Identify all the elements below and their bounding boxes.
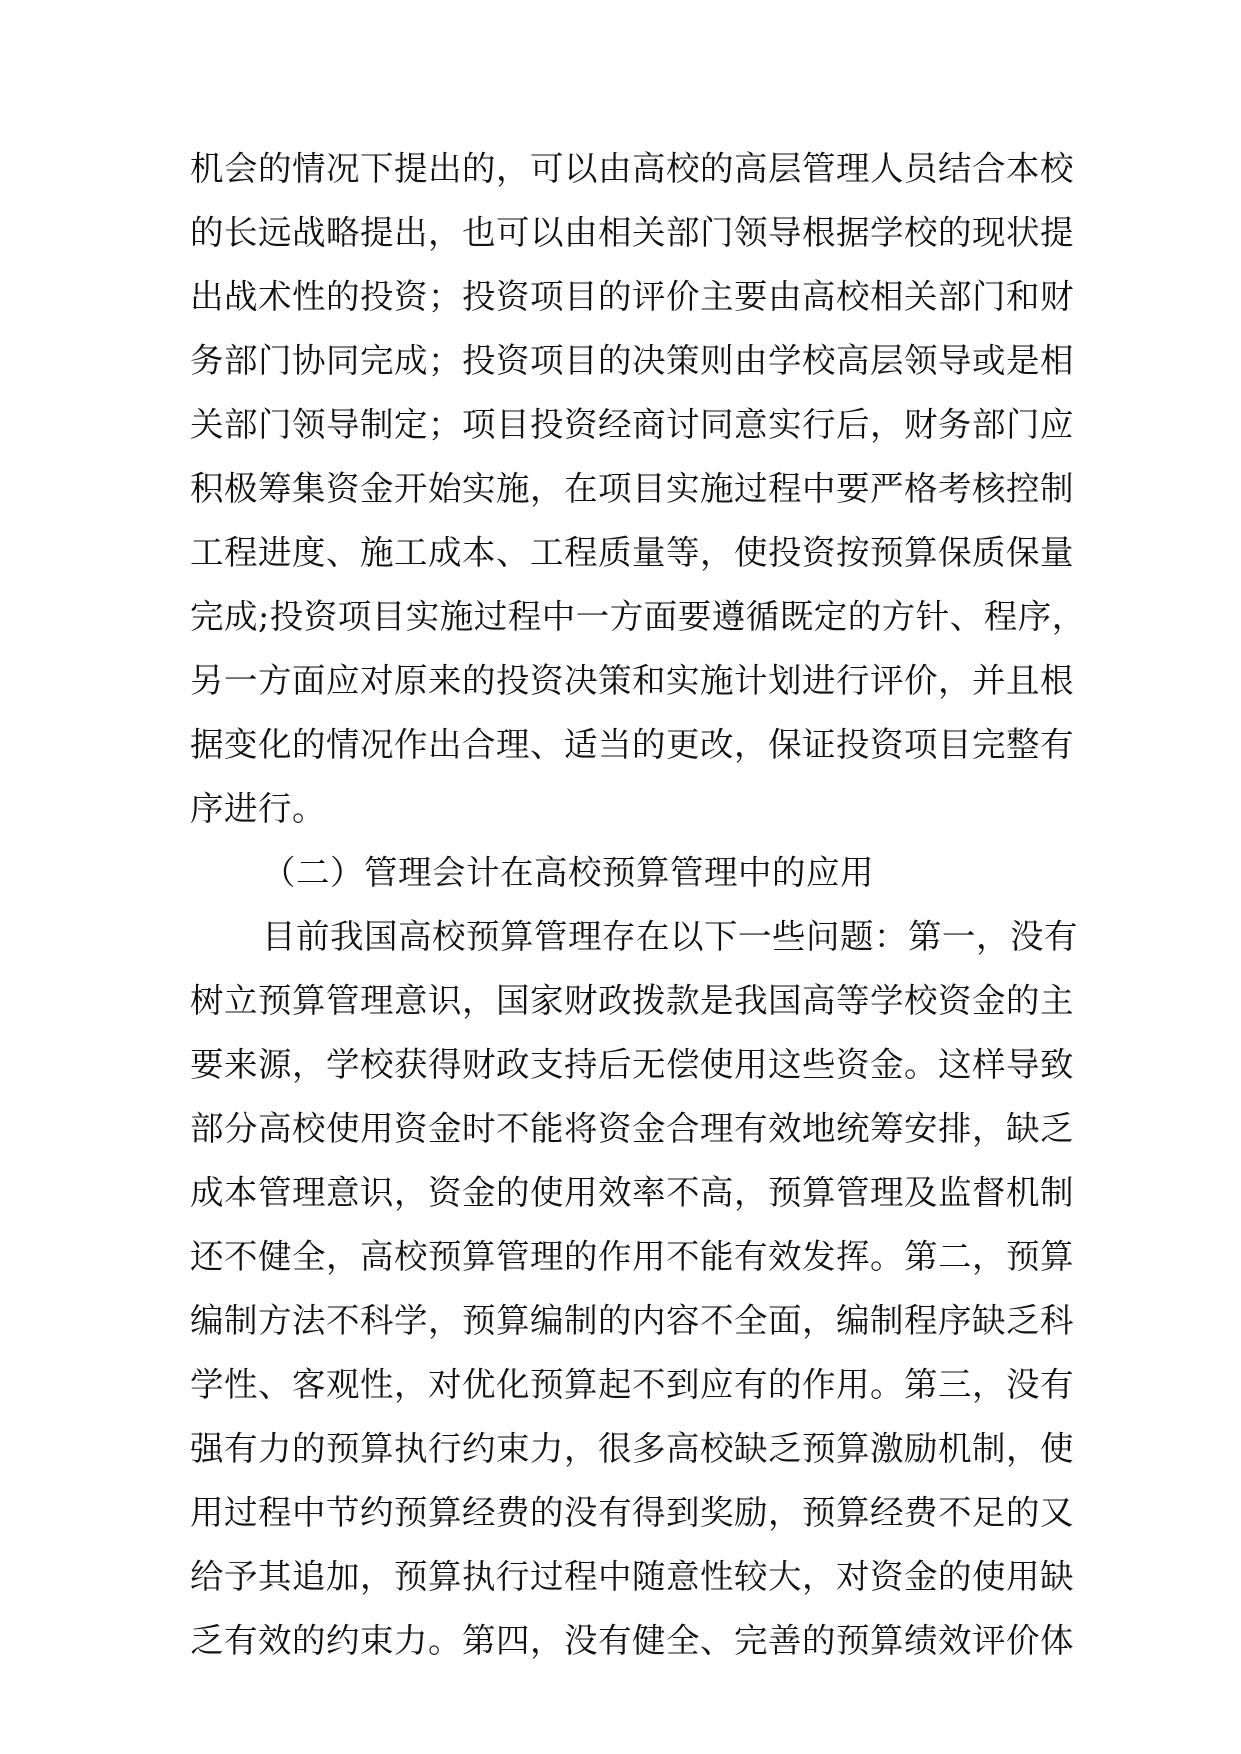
text-line: 据变化的情况作出合理、适当的更改，保证投资项目完整有 (190, 725, 1074, 764)
text-line: 还不健全，高校预算管理的作用不能有效发挥。第二，预算 (190, 1237, 1074, 1276)
text-line: 学性、客观性，对优化预算起不到应有的作用。第三，没有 (190, 1365, 1074, 1404)
text-line: 部分高校使用资金时不能将资金合理有效地统筹安排，缺乏 (190, 1109, 1074, 1148)
text-line: 另一方面应对原来的投资决策和实施计划进行评价，并且根 (190, 661, 1074, 700)
text-line: 乏有效的约束力。第四，没有健全、完善的预算绩效评价体 (190, 1621, 1074, 1660)
text-line: 务部门协同完成；投资项目的决策则由学校高层领导或是相 (190, 341, 1074, 380)
text-line: 给予其追加，预算执行过程中随意性较大，对资金的使用缺 (190, 1557, 1074, 1596)
text-line: 编制方法不科学，预算编制的内容不全面，编制程序缺乏科 (190, 1301, 1074, 1340)
text-line: 的长远战略提出，也可以由相关部门领导根据学校的现状提 (190, 213, 1074, 252)
text-line: 序进行。 (190, 789, 326, 828)
section-heading: （二）管理会计在高校预算管理中的应用 (262, 853, 874, 892)
text-line: 成本管理意识，资金的使用效率不高，预算管理及监督机制 (190, 1173, 1074, 1212)
text-line: 积极筹集资金开始实施，在项目实施过程中要严格考核控制 (190, 469, 1074, 508)
text-line: 工程进度、施工成本、工程质量等，使投资按预算保质保量 (190, 533, 1074, 572)
text-line: 出战术性的投资；投资项目的评价主要由高校相关部门和财 (190, 277, 1074, 316)
text-line: 目前我国高校预算管理存在以下一些问题：第一，没有 (262, 917, 1078, 956)
text-line: 用过程中节约预算经费的没有得到奖励，预算经费不足的又 (190, 1493, 1074, 1532)
text-line: 强有力的预算执行约束力，很多高校缺乏预算激励机制，使 (190, 1429, 1074, 1468)
text-line: 树立预算管理意识，国家财政拨款是我国高等学校资金的主 (190, 981, 1074, 1020)
text-line: 机会的情况下提出的，可以由高校的高层管理人员结合本校 (190, 149, 1074, 188)
text-line: 关部门领导制定；项目投资经商讨同意实行后，财务部门应 (190, 405, 1074, 444)
text-line: 要来源，学校获得财政支持后无偿使用这些资金。这样导致 (190, 1045, 1074, 1084)
text-line: 完成;投资项目实施过程中一方面要遵循既定的方针、程序， (190, 597, 1086, 636)
